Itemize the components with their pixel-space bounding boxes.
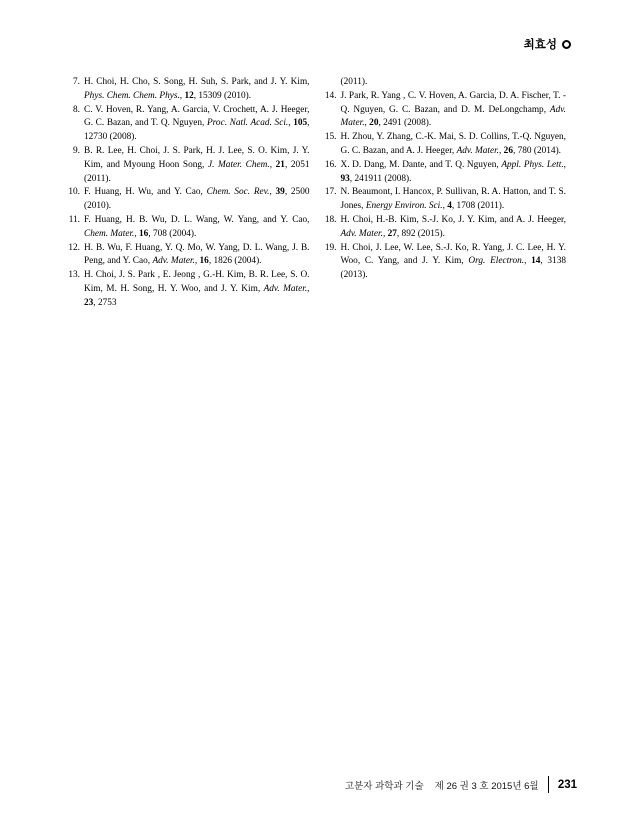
reference-number: 10. [68,187,80,198]
reference-text: F. Huang, H. Wu, and Y. Cao, Chem. Soc. Rev., 39, 2500 (2010). [84,187,310,212]
reference-text: J. Park, R. Yang , C. V. Hoven, A. Garcia, D. A. Fischer, T. -Q. Nguyen, G. C. Bazan, and D. M. DeLongchamp, Adv. Mater., 20, 2491 (2008). [340,90,566,129]
reference-item [319,131,567,159]
reference-item [319,242,567,283]
reference-text: F. Huang, H. B. Wu, D. L. Wang, W. Yang, and Y. Cao, Chem. Mater., 16, 708 (2004). [84,214,310,239]
reference-text: H. Zhou, Y. Zhang, C.-K. Mai, S. D. Collins, T.-Q. Nguyen, G. C. Bazan, and A. J. Heeger, Adv. Mater., 26, 780 (2014). [340,132,566,156]
reference-number: 17. [324,187,337,198]
reference-item [62,242,310,270]
reference-number: 15. [324,132,337,143]
reference-number: 14. [324,90,337,101]
reference-item [62,214,310,242]
reference-number [319,76,337,90]
reference-text: H. Choi, H.-B. Kim, S.-J. Ko, J. Y. Kim, and A. J. Heeger, Adv. Mater., 27, 892 (2015). [340,214,566,239]
reference-text: X. D. Dang, M. Dante, and T. Q. Nguyen, Appl. Phys. Lett., 93, 241911 (2008). [340,159,566,184]
journal-title: 고분자 과학과 기술 [344,780,424,792]
reference-item [62,145,310,186]
reference-item [319,186,567,214]
ref-column-left [62,76,310,311]
page-footer [345,776,577,793]
reference-item [62,104,310,145]
reference-text: B. R. Lee, H. Choi, J. S. Park, H. J. Lee, S. O. Kim, J. Y. Kim, and Myoung Hoon Song, J. Mater. Chem., 21, 2051 (2011). [84,145,310,184]
reference-number: 11. [68,214,80,225]
reference-number: 16. [324,159,337,170]
page-number: 231 [557,778,577,791]
reference-item [319,159,567,187]
reference-item [319,76,567,90]
reference-text: C. V. Hoven, R. Yang, A. Garcia, V. Crochett, A. J. Heeger, G. C. Bazan, and T. Q. Nguyen, Proc. Natl. Acad. Sci., 105, 12730 (2008). [84,104,310,143]
issue-info: 제 26 권 3 호 2015년 6월 [434,780,539,792]
reference-number: 9. [73,145,80,156]
ref-column-right [319,76,567,311]
reference-text: H. Choi, J. Lee, W. Lee, S.-J. Ko, R. Yang, J. C. Lee, H. Y. Woo, C. Yang, and J. Y. Kim, Org. Electron., 14, 3138 (2013). [340,242,566,281]
reference-text: N. Beaumont, I. Hancox, P. Sullivan, R. A. Hatton, and T. S. Jones, Energy Environ. Sci., 4, 1708 (2011). [340,187,566,212]
reference-number: 19. [324,242,337,253]
reference-text: H. B. Wu, F. Huang, Y. Q. Mo, W. Yang, D. L. Wang, J. B. Peng, and Y. Cao, Adv. Mater., 16, 1826 (2004). [84,242,310,267]
reference-number: 18. [324,214,337,225]
reference-item [62,186,310,214]
reference-item [319,90,567,131]
reference-text: H. Choi, H. Cho, S. Song, H. Suh, S. Park, and J. Y. Kim, Phys. Chem. Chem. Phys., 12, 15309 (2010). [84,77,310,101]
reference-number: 8. [73,104,80,115]
reference-item [62,76,310,104]
reference-number: 12. [68,242,80,253]
reference-item [62,269,310,310]
author-name: 최효성 [523,39,557,51]
reference-item [319,214,567,242]
author-marker-ring-icon [562,40,571,49]
page-header [524,36,571,52]
references-section [62,76,566,311]
reference-text: H. Choi, J. S. Park , E. Jeong , G.-H. Kim, B. R. Lee, S. O. Kim, M. H. Song, H. Y. Woo, and J. Y. Kim, Adv. Mater., 23, 2753 [84,270,310,308]
footer-divider [548,776,549,793]
reference-text: (2011). [340,77,368,87]
reference-number: 13. [68,270,80,281]
reference-number: 7. [73,77,80,87]
